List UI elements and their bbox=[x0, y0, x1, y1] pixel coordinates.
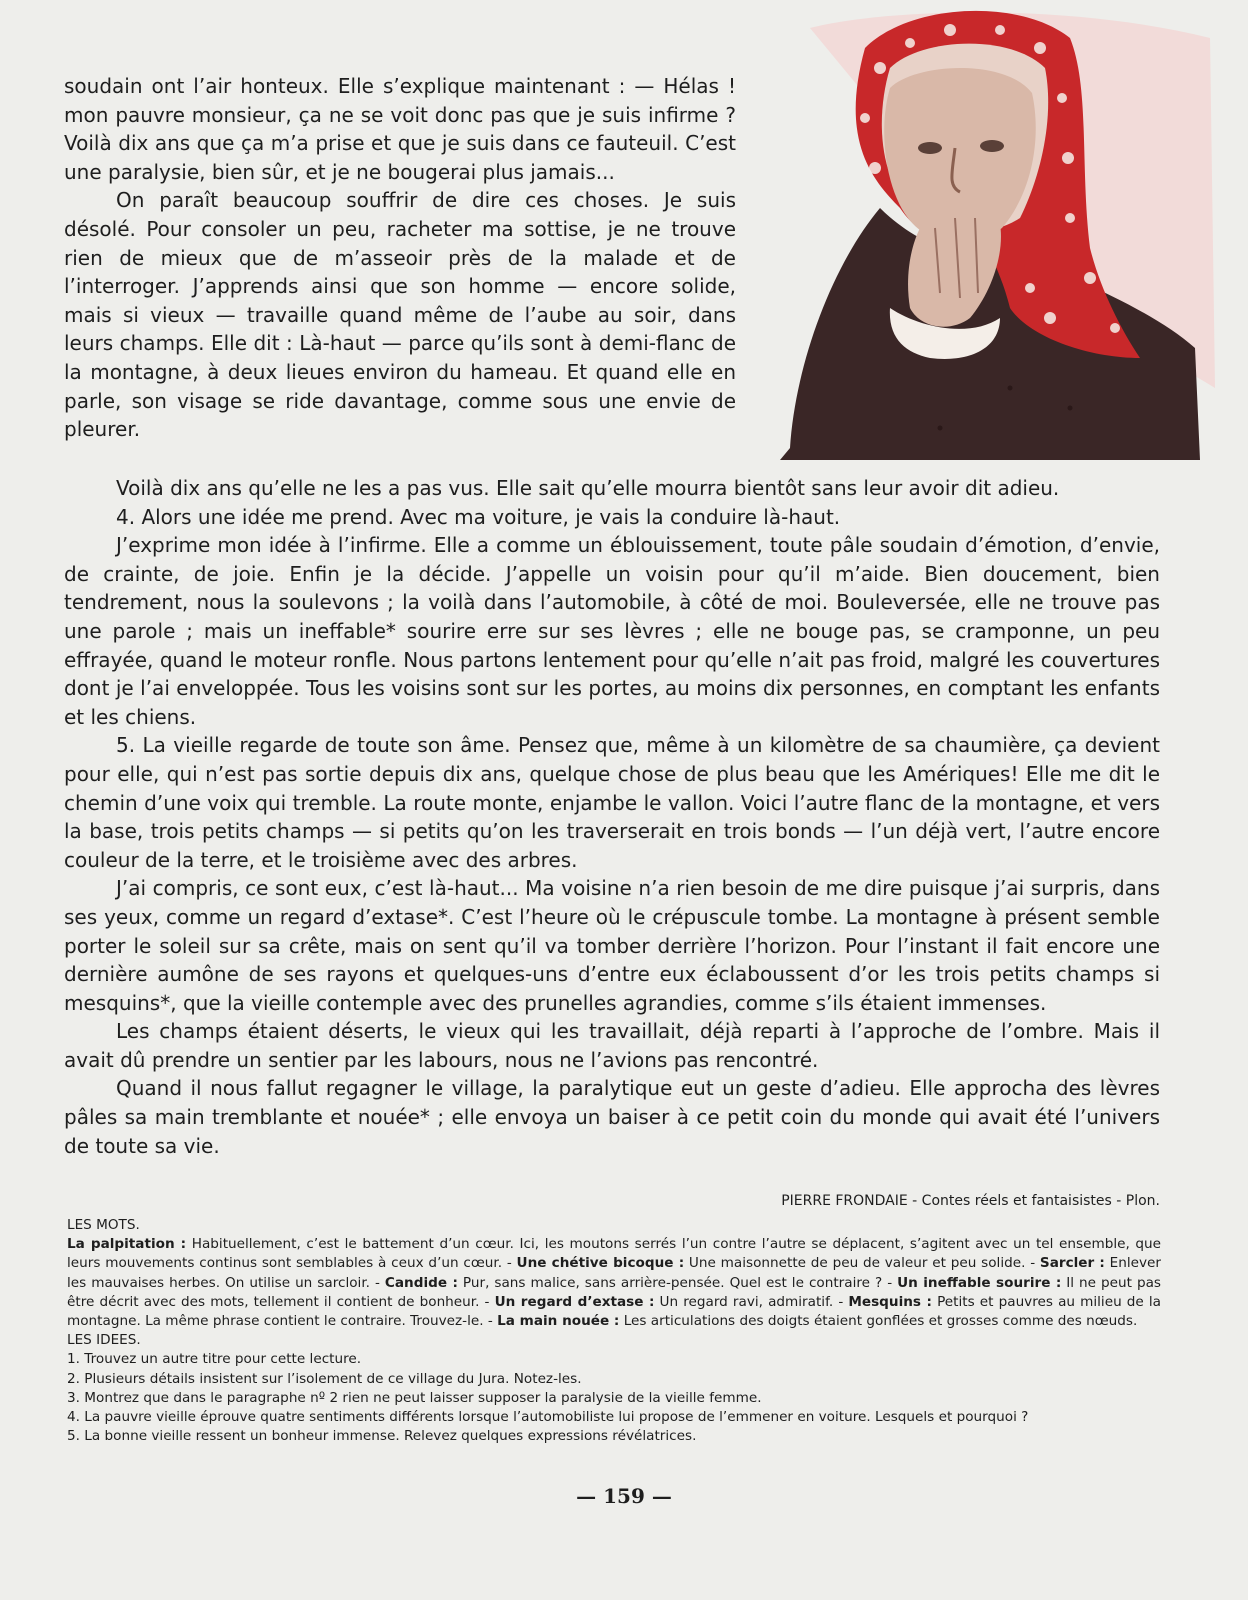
exercises-section bbox=[67, 1216, 1161, 1446]
vocab-definition: Habituellement, c’est le battement d’un cœur. Ici, les moutons serrés l’un contre l’autre se déplacent, s’agitent avec un tel ensemble, que leurs mouvements continus sont semblables à ceux d’un cœur. - bbox=[67, 1236, 1161, 1272]
paragraph: Voilà dix ans qu’elle ne les a pas vus. Elle sait qu’elle mourra bientôt sans leur avoir dit adieu. bbox=[116, 476, 1060, 500]
vocab-definition: Un regard ravi, admiratif. - bbox=[654, 1293, 849, 1310]
paragraph: 4. Alors une idée me prend. Avec ma voiture, je vais la conduire là-haut. bbox=[116, 504, 841, 529]
paragraph: J’ai compris, ce sont eux, c’est là-haut... Ma voisine n’a rien besoin de me dire puisque j’ai surpris, dans ses yeux, comme un regard d’extase*. C’est l’heure où le crépuscule tombe. La montagne à présent semble porter le soleil sur sa crête, mais on sent qu’il va tomber derrière l’horizon. Pour l’instant il fait encore une dernière aumône de ses rayons et quelques-uns d’entre eux éclaboussent d’or les trois petits champs si mesquins*, que la vieille contemple avec des prunelles agrandies, comme s’ils étaient immenses. bbox=[64, 876, 1160, 1015]
mots-heading: LES MOTS. bbox=[67, 1217, 140, 1233]
question-item: 1. Trouvez un autre titre pour cette lecture. bbox=[67, 1351, 362, 1368]
questions-list bbox=[67, 1350, 1161, 1446]
question-item: 4. La pauvre vieille éprouve quatre sentiments différents lorsque l’automobiliste lui propose de l’emmener en voiture. Lesquels et pourquoi ? bbox=[67, 1409, 1029, 1426]
vocab-term: La palpitation : bbox=[67, 1236, 187, 1253]
vocab-term: Sarcler : bbox=[1039, 1255, 1105, 1272]
paragraph: 5. La vieille regarde de toute son âme. Pensez que, même à un kilomètre de sa chaumière, ça devient pour elle, qui n’est pas sortie depuis dix ans, quelque chose de plus beau que les Amériques! Elle me dit le chemin d’une voix qui tremble. La route monte, enjambe le vallon. Voici l’autre flanc de la montagne, et vers la base, trois petits champs — si petits qu’on les traverserait en trois bonds — l’un déjà vert, l’autre encore couleur de la terre, et le troisième avec des arbres. bbox=[64, 733, 1160, 872]
paragraph: soudain ont l’air honteux. Elle s’explique maintenant : — Hélas ! mon pauvre monsieur, ça ne se voit donc pas que je suis infirme ? Voilà dix ans que ça m’a prise et que je suis dans ce fauteuil. C’est une paralysie, bien sûr, et je ne bougerai plus jamais... bbox=[64, 74, 736, 184]
paragraph: J’exprime mon idée à l’infirme. Elle a comme un éblouissement, toute pâle soudain d’émotion, d’envie, de crainte, de joie. Enfin je la décide. J’appelle un voisin pour qu’il m’aide. Bien doucement, bien tendrement, nous la soulevons ; la voilà dans l’automobile, à côté de moi. Bouleversée, elle ne trouve pas une parole ; mais un ineffable* sourire erre sur ses lèvres ; elle ne bouge pas, se cramponne, un peu effrayée, quand le moteur ronfle. Nous partons lentement pour qu’elle n’ait pas froid, malgré les couvertures dont je l’ai enveloppée. Tous les voisins sont sur les portes, au moins dix personnes, en comptant les enfants et les chiens. bbox=[64, 533, 1160, 729]
vocab-term: Mesquins : bbox=[848, 1293, 932, 1310]
vocab-term: Une chétive bicoque : bbox=[516, 1255, 685, 1272]
vocab-term: La main nouée : bbox=[497, 1313, 620, 1330]
vocab-term: Candide : bbox=[384, 1274, 458, 1291]
old-woman-illustration bbox=[770, 8, 1220, 468]
idees-heading: LES IDEES. bbox=[67, 1332, 141, 1349]
page-number: — 159 — bbox=[576, 1484, 672, 1508]
vocab-term: Un ineffable sourire : bbox=[897, 1274, 1062, 1291]
question-item: 5. La bonne vieille ressent un bonheur immense. Relevez quelques expressions révélatrices. bbox=[67, 1428, 697, 1445]
vocabulary-definitions bbox=[67, 1235, 1161, 1331]
vocab-term: Un regard d’extase : bbox=[494, 1293, 655, 1310]
question-item: 3. Montrez que dans le paragraphe nº 2 rien ne peut laisser supposer la paralysie de la vieille femme. bbox=[67, 1389, 762, 1406]
question-item: 2. Plusieurs détails insistent sur l’isolement de ce village du Jura. Notez-les. bbox=[67, 1370, 582, 1387]
intro-text bbox=[64, 72, 736, 444]
vocab-definition: Petits et pauvres au milieu de la montagne. La même phrase contient le contraire. Trouvez-le. - bbox=[67, 1293, 1162, 1330]
paragraph: Les champs étaient déserts, le vieux qui les travaillait, déjà reparti à l’approche de l’ombre. Mais il avait dû prendre un sentier par les labours, nous ne l’avions pas rencontré. bbox=[64, 1019, 1160, 1072]
source-credit: PIERRE FRONDAIE - Contes réels et fantaisistes - Plon. bbox=[781, 1193, 1160, 1209]
vocab-definition: Enlever les mauvaises herbes. On utilise un sarcloir. - bbox=[67, 1255, 1161, 1291]
paragraph: Quand il nous fallut regagner le village, la paralytique eut un geste d’adieu. Elle approcha des lèvres pâles sa main tremblante et nouée* ; elle envoya un baiser à ce petit coin du monde qui avait été l’univers de toute sa vie. bbox=[64, 1076, 1160, 1158]
vocab-definition: Il ne peut pas être décrit avec des mots, tellement il contient de bonheur. - bbox=[67, 1274, 1161, 1310]
vocab-definition: Une maisonnette de peu de valeur et peu solide. - bbox=[684, 1255, 1040, 1272]
vocab-definition: Pur, sans malice, sans arrière-pensée. Quel est le contraire ? - bbox=[457, 1274, 898, 1291]
vocab-definition: Les articulations des doigts étaient gonflées et grosses comme des nœuds. bbox=[619, 1313, 1138, 1330]
story-text bbox=[64, 474, 1160, 1160]
paragraph: On paraît beaucoup souffrir de dire ces choses. Je suis désolé. Pour consoler un peu, racheter ma sottise, je ne trouve rien de mieux que de m’asseoir près de la malade et de l’interroger. J’apprends ainsi que son homme — encore solide, mais si vieux — travaille quand même de l’aube au soir, dans leurs champs. Elle dit : Là-haut — parce qu’ils sont à demi-flanc de la montagne, à deux lieues environ du hameau. Et quand elle en parle, son visage se ride davantage, comme sous une envie de pleurer. bbox=[64, 188, 736, 442]
